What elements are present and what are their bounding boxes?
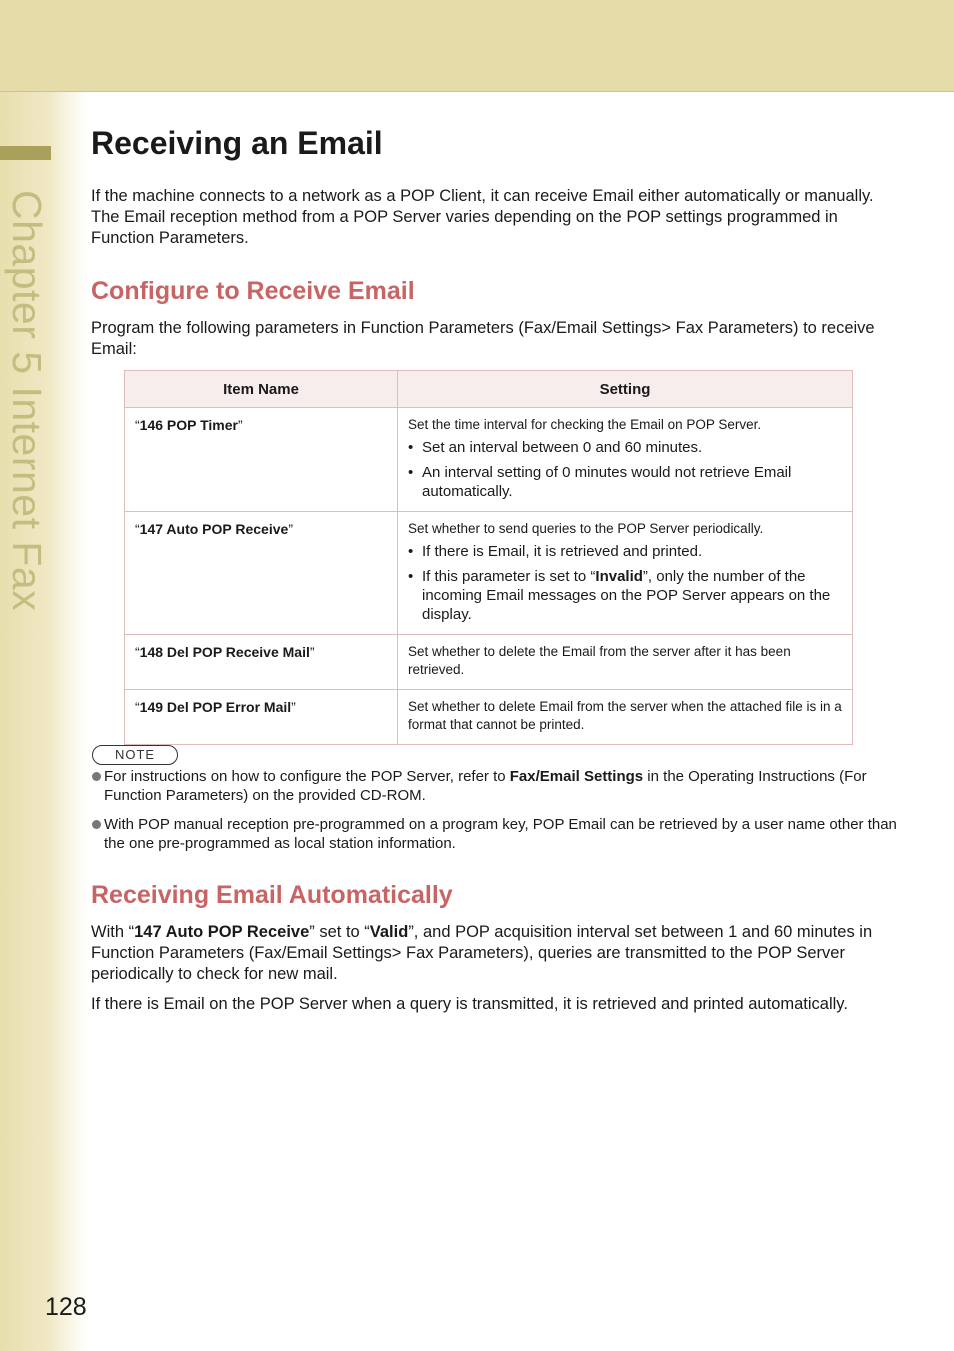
paragraph-text: ”, and POP acquisition interval set between 1 and 60 minutes in Function Parameters (Fax/Email Settings> Fax Parameters), queries are transmitted to the POP Server periodically to check for new mail. — [91, 923, 873, 983]
note-text: For instructions on how to configure the POP Server, refer to — [104, 768, 510, 785]
setting-bullet: • An interval setting of 0 minutes would not retrieve Email automatically. — [408, 463, 842, 501]
item-name: 147 Auto POP Receive — [139, 521, 289, 537]
paragraph-text: ” set to “ — [309, 923, 370, 941]
setting-bullet: • Set an interval between 0 and 60 minutes. — [408, 438, 842, 457]
section-heading-automatic: Receiving Email Automatically — [91, 881, 453, 909]
paragraph-text: With “ — [91, 923, 135, 941]
item-name-cell: “147 Auto POP Receive” — [125, 512, 398, 635]
section-automatic-paragraph-2: If there is Email on the POP Server when a query is transmitted, it is retrieved and printed automatically. — [91, 995, 848, 1013]
intro-paragraph: If the machine connects to a network as a POP Client, it can receive Email either automatically or manually. The Email reception method from a POP Server varies depending on the POP settings programmed in Function Parameters. — [91, 187, 874, 247]
setting-description: Set whether to delete Email from the server when the attached file is in a format that cannot be printed. — [408, 699, 842, 732]
item-name: 146 POP Timer — [139, 417, 238, 433]
setting-cell — [398, 512, 853, 635]
section-heading-configure: Configure to Receive Email — [91, 277, 415, 305]
setting-bullet — [408, 567, 842, 624]
header-band — [0, 0, 954, 92]
setting-description: Set the time interval for checking the Email on POP Server. — [408, 417, 762, 432]
column-header-setting: Setting — [398, 371, 853, 408]
setting-description: Set whether to delete the Email from the server after it has been retrieved. — [408, 644, 791, 677]
note-text: in the Operating Instructions (For Function Parameters) on the provided CD-ROM. — [104, 768, 867, 804]
page-title: Receiving an Email — [91, 125, 383, 161]
item-name-cell: “149 Del POP Error Mail” — [125, 690, 398, 745]
table-row — [125, 690, 853, 745]
note-item — [91, 767, 904, 805]
setting-description: Set whether to send queries to the POP Server periodically. — [408, 521, 764, 536]
paragraph-bold-text: Valid — [369, 923, 409, 941]
table-row — [125, 408, 853, 512]
bullet-text: If this parameter is set to “ — [422, 568, 596, 585]
column-header-item-name: Item Name — [125, 371, 398, 408]
item-name: 148 Del POP Receive Mail — [139, 644, 310, 660]
item-name-cell: “148 Del POP Receive Mail” — [125, 635, 398, 690]
table-header-row — [125, 371, 853, 408]
note-bold-text: Fax/Email Settings — [509, 768, 644, 785]
section-automatic-paragraph-1 — [91, 922, 891, 985]
note-label: NOTE — [92, 745, 178, 765]
setting-cell — [398, 408, 853, 512]
setting-bullet: • If there is Email, it is retrieved and printed. — [408, 542, 842, 561]
chapter-label: Chapter 5 Internet Fax — [4, 190, 50, 612]
bullet-dot-icon — [92, 772, 101, 781]
section-configure-intro: Program the following parameters in Function Parameters (Fax/Email Settings> Fax Parameters) to receive Email: — [91, 319, 875, 358]
bullet-dot-icon — [92, 820, 101, 829]
setting-cell — [398, 635, 853, 690]
setting-cell — [398, 690, 853, 745]
table-row — [125, 512, 853, 635]
chapter-tab-marker — [0, 146, 51, 160]
note-item — [91, 815, 904, 853]
table-row — [125, 635, 853, 690]
item-name: 149 Del POP Error Mail — [139, 699, 292, 715]
parameters-table — [124, 370, 853, 745]
bullet-bold-text: Invalid — [595, 568, 643, 585]
paragraph-bold-text: 147 Auto POP Receive — [134, 923, 310, 941]
bullet-text: ”, only the number of the incoming Email messages on the POP Server appears on the display. — [422, 568, 831, 623]
item-name-cell: “146 POP Timer” — [125, 408, 398, 512]
page-number: 128 — [45, 1293, 87, 1321]
note-text: With POP manual reception pre-programmed on a program key, POP Email can be retrieved by a user name other than the one pre-programmed as local station information. — [104, 816, 897, 852]
